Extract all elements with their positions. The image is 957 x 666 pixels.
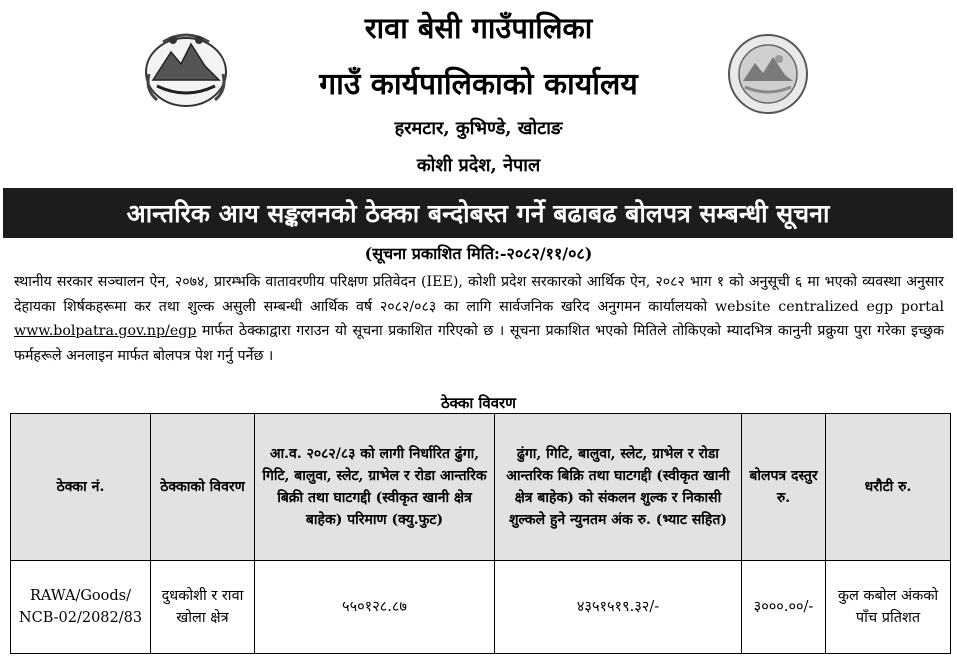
paragraph-text-2: मार्फत ठेक्काद्वारा गराउन यो सूचना प्रकाशित गरिएको छ । सूचना प्रकाशित भएको मितिले तोकिएको म्यादभित्र कानुनी प्रक्रुया पुरा गरेका इच्छुक फर्महरूले अनलाइन मार्फत बोलपत्र पेश गर्नु पर्नेछ । <box>14 323 944 364</box>
cell-minimum-amount: ४३५१५१९.३२/- <box>495 561 742 654</box>
col-minimum-amount: ढुंगा, गिटि, बालुवा, स्लेट, ग्राभेल र रोडा आन्तरिक बिक्रि तथा घाटगद्दी (स्वीकृत खानी क्षेत्र बाहेक) को संकलन शुल्क र निकासी शुल्कले हुने न्युनतम अंक रु. (भ्याट सहित) <box>495 414 742 561</box>
cell-contract-no: RAWA/Goods/ NCB-02/2082/83 <box>11 561 151 654</box>
col-contract-no: ठेक्का नं. <box>11 414 151 561</box>
tender-table <box>10 413 951 654</box>
egp-portal-link[interactable]: www.bolpatra.gov.np/egp <box>14 323 197 339</box>
paragraph-text-1: स्थानीय सरकार सञ्चालन ऐन, २०७४, प्रारम्भकि वातावरणीय परिक्षण प्रतिवेदन (IEE), कोशी प्रदेश सरकारको आर्थिक ऐन, २०८२ भाग १ को अनुसूची ६ मा भएको व्यवस्था अनुसार देहायका शिर्षकहरूमा कर तथा शुल्क असुली सम्बन्धी आर्थिक वर्ष २०८२/०८३ का लागि सार्वजनिक खरिद अनुगमन कार्यालयको website centralized egp portal <box>14 274 944 315</box>
cell-contract-description: दुधकोशी र रावा खोला क्षेत्र <box>151 561 255 654</box>
notice-title-banner: आन्तरिक आय सङ्कलनको ठेक्का बन्दोबस्त गर्ने बढाबढ बोलपत्र सम्बन्धी सूचना <box>3 188 953 238</box>
publish-date: (सूचना प्रकाशित मिति:-२०८२/११/०८) <box>364 244 593 263</box>
col-bid-fee: बोलपत्र दस्तुर रु. <box>742 414 826 561</box>
notice-header <box>0 0 957 186</box>
col-contract-description: ठेक्काको विवरण <box>151 414 255 561</box>
col-quantity: आ.व. २०८२/८३ को लागी निर्धारित ढुंगा, गिटि, बालुवा, स्लेट, ग्राभेल र रोडा आन्तरिक बिक्री तथा घाटगद्दी (स्वीकृत खानी क्षेत्र बाहेक) परिमाण (क्यु.फुट) <box>255 414 495 561</box>
province-country: कोशी प्रदेश, नेपाल <box>416 155 541 176</box>
cell-security-deposit: कुल कबोल अंकको पाँच प्रतिशत <box>826 561 951 654</box>
office-name: गाउँ कार्यपालिकाको कार्यालय <box>319 67 638 102</box>
municipality-name: रावा बेसी गाउँपालिका <box>364 11 593 45</box>
table-title: ठेक्का विवरण <box>440 394 517 412</box>
cell-quantity: ५५०१२८.८७ <box>255 561 495 654</box>
table-row <box>11 561 951 654</box>
notice-paragraph <box>14 270 944 368</box>
cell-bid-fee: ३०००.००/- <box>742 561 826 654</box>
col-security-deposit: धरौटी रु. <box>826 414 951 561</box>
office-address: हरमटार, कुभिण्डे, खोटाङ <box>394 118 563 139</box>
table-header-row <box>11 414 951 561</box>
